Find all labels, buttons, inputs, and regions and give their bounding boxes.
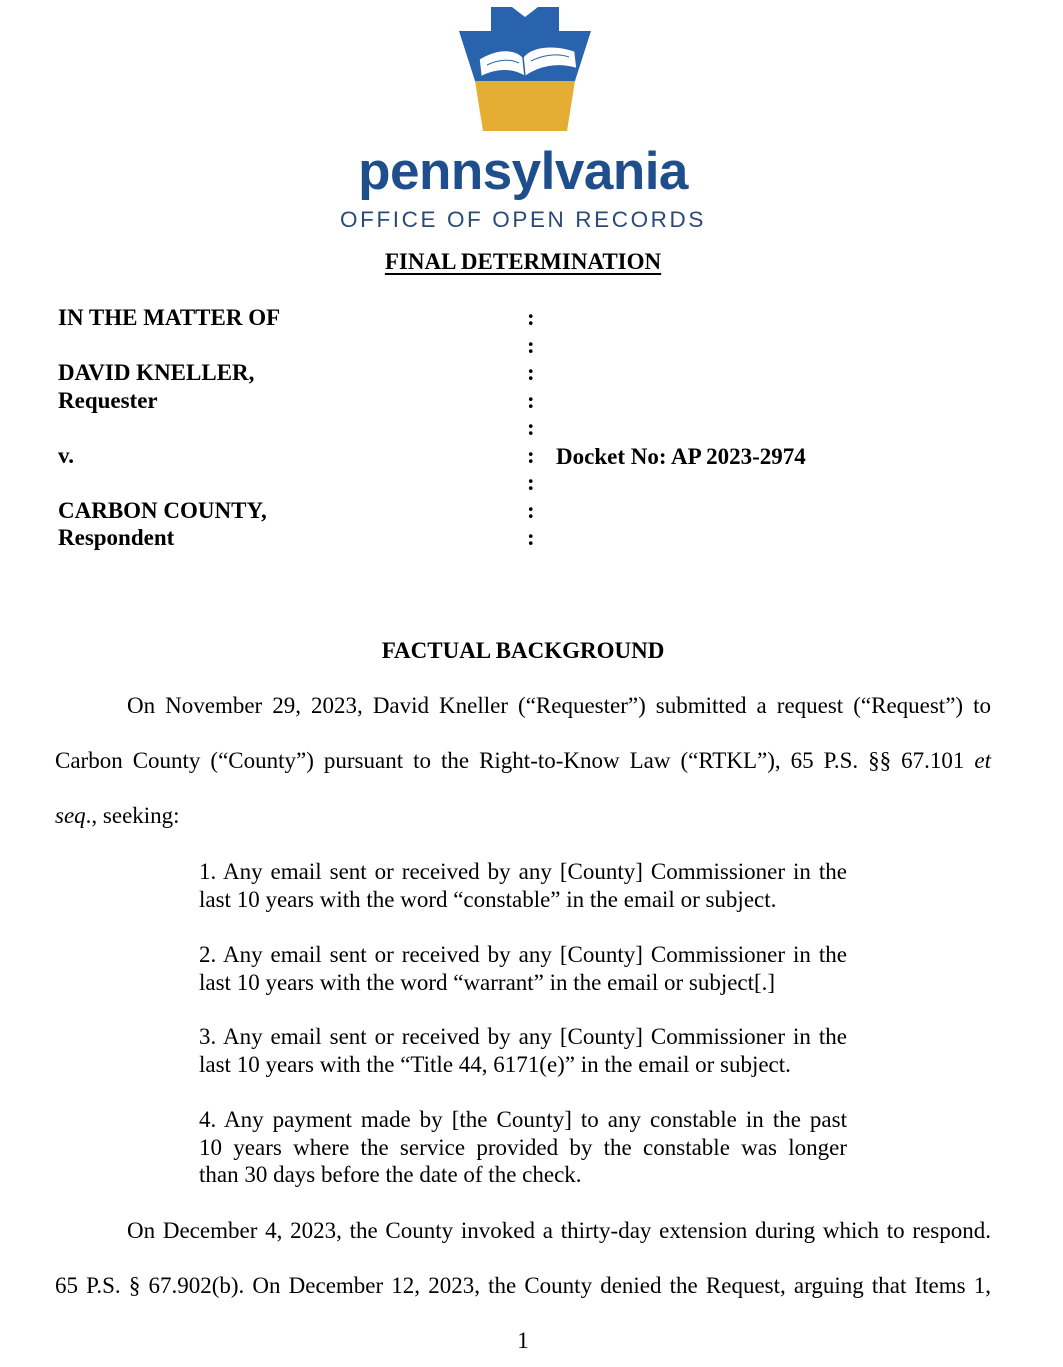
body-paragraph-1 (55, 678, 991, 843)
caption-colon: : (527, 305, 535, 330)
section-heading: FACTUAL BACKGROUND (381, 638, 665, 663)
caption-colon: : (527, 442, 535, 468)
keystone-gold-shape (475, 81, 575, 131)
quoted-item-3: 3. Any email sent or received by any [County] Commissioner in the last 10 years with the “Title 44, 6171(e)” in the email or subject. (199, 1024, 847, 1077)
caption-line: Respondent (58, 525, 175, 550)
page-number: 1 (517, 1328, 529, 1353)
quoted-item-1: 1. Any email sent or received by any [County] Commissioner in the last 10 years with the word “constable” in the email or subject. (199, 859, 847, 912)
caption-line (58, 469, 518, 497)
caption-colon-column (527, 304, 541, 552)
paragraph-line: Carbon County (“County”) pursuant to the Right-to-Know Law (“RTKL”), 65 P.S. §§ 67.101 et (55, 748, 991, 773)
caption-line (58, 332, 518, 360)
caption-colon: : (527, 415, 535, 440)
case-caption-parties (58, 304, 518, 552)
quoted-item-2: 2. Any email sent or received by any [County] Commissioner in the last 10 years with the word “warrant” in the email or subject[.] (199, 942, 847, 995)
caption-colon: : (527, 497, 535, 523)
caption-colon: : (527, 525, 535, 550)
org-subtitle: OFFICE OF OPEN RECORDS (340, 207, 706, 232)
caption-line: v. (58, 442, 74, 468)
paragraph-line: 65 P.S. § 67.902(b). On December 12, 2023, the County denied the Request, arguing that Items 1, (55, 1273, 991, 1298)
org-name: pennsylvania (358, 142, 688, 201)
caption-line (58, 414, 518, 442)
paragraph-line: seq., seeking: (55, 803, 180, 828)
caption-line: Requester (58, 387, 158, 413)
caption-colon: : (527, 470, 535, 495)
caption-colon: : (527, 360, 535, 385)
caption-colon: : (527, 332, 535, 358)
caption-colon: : (527, 387, 535, 413)
body-paragraph-2 (55, 1203, 991, 1313)
paragraph-line: On November 29, 2023, David Kneller (“Requester”) submitted a request (“Request”) to (127, 693, 991, 718)
document-title: FINAL DETERMINATION (384, 249, 662, 274)
quoted-item-4: 4. Any payment made by [the County] to any constable in the past 10 years where the service provided by the constable was longer than 30 days before the date of the check. (199, 1107, 847, 1187)
keystone-book-logo (459, 7, 591, 131)
caption-line: IN THE MATTER OF (58, 305, 281, 330)
caption-line: CARBON COUNTY, (58, 497, 267, 523)
caption-line: DAVID KNELLER, (58, 360, 255, 385)
paragraph-line: On December 4, 2023, the County invoked a thirty-day extension during which to respond. (127, 1218, 991, 1243)
docket-number: Docket No: AP 2023-2974 (556, 444, 806, 469)
